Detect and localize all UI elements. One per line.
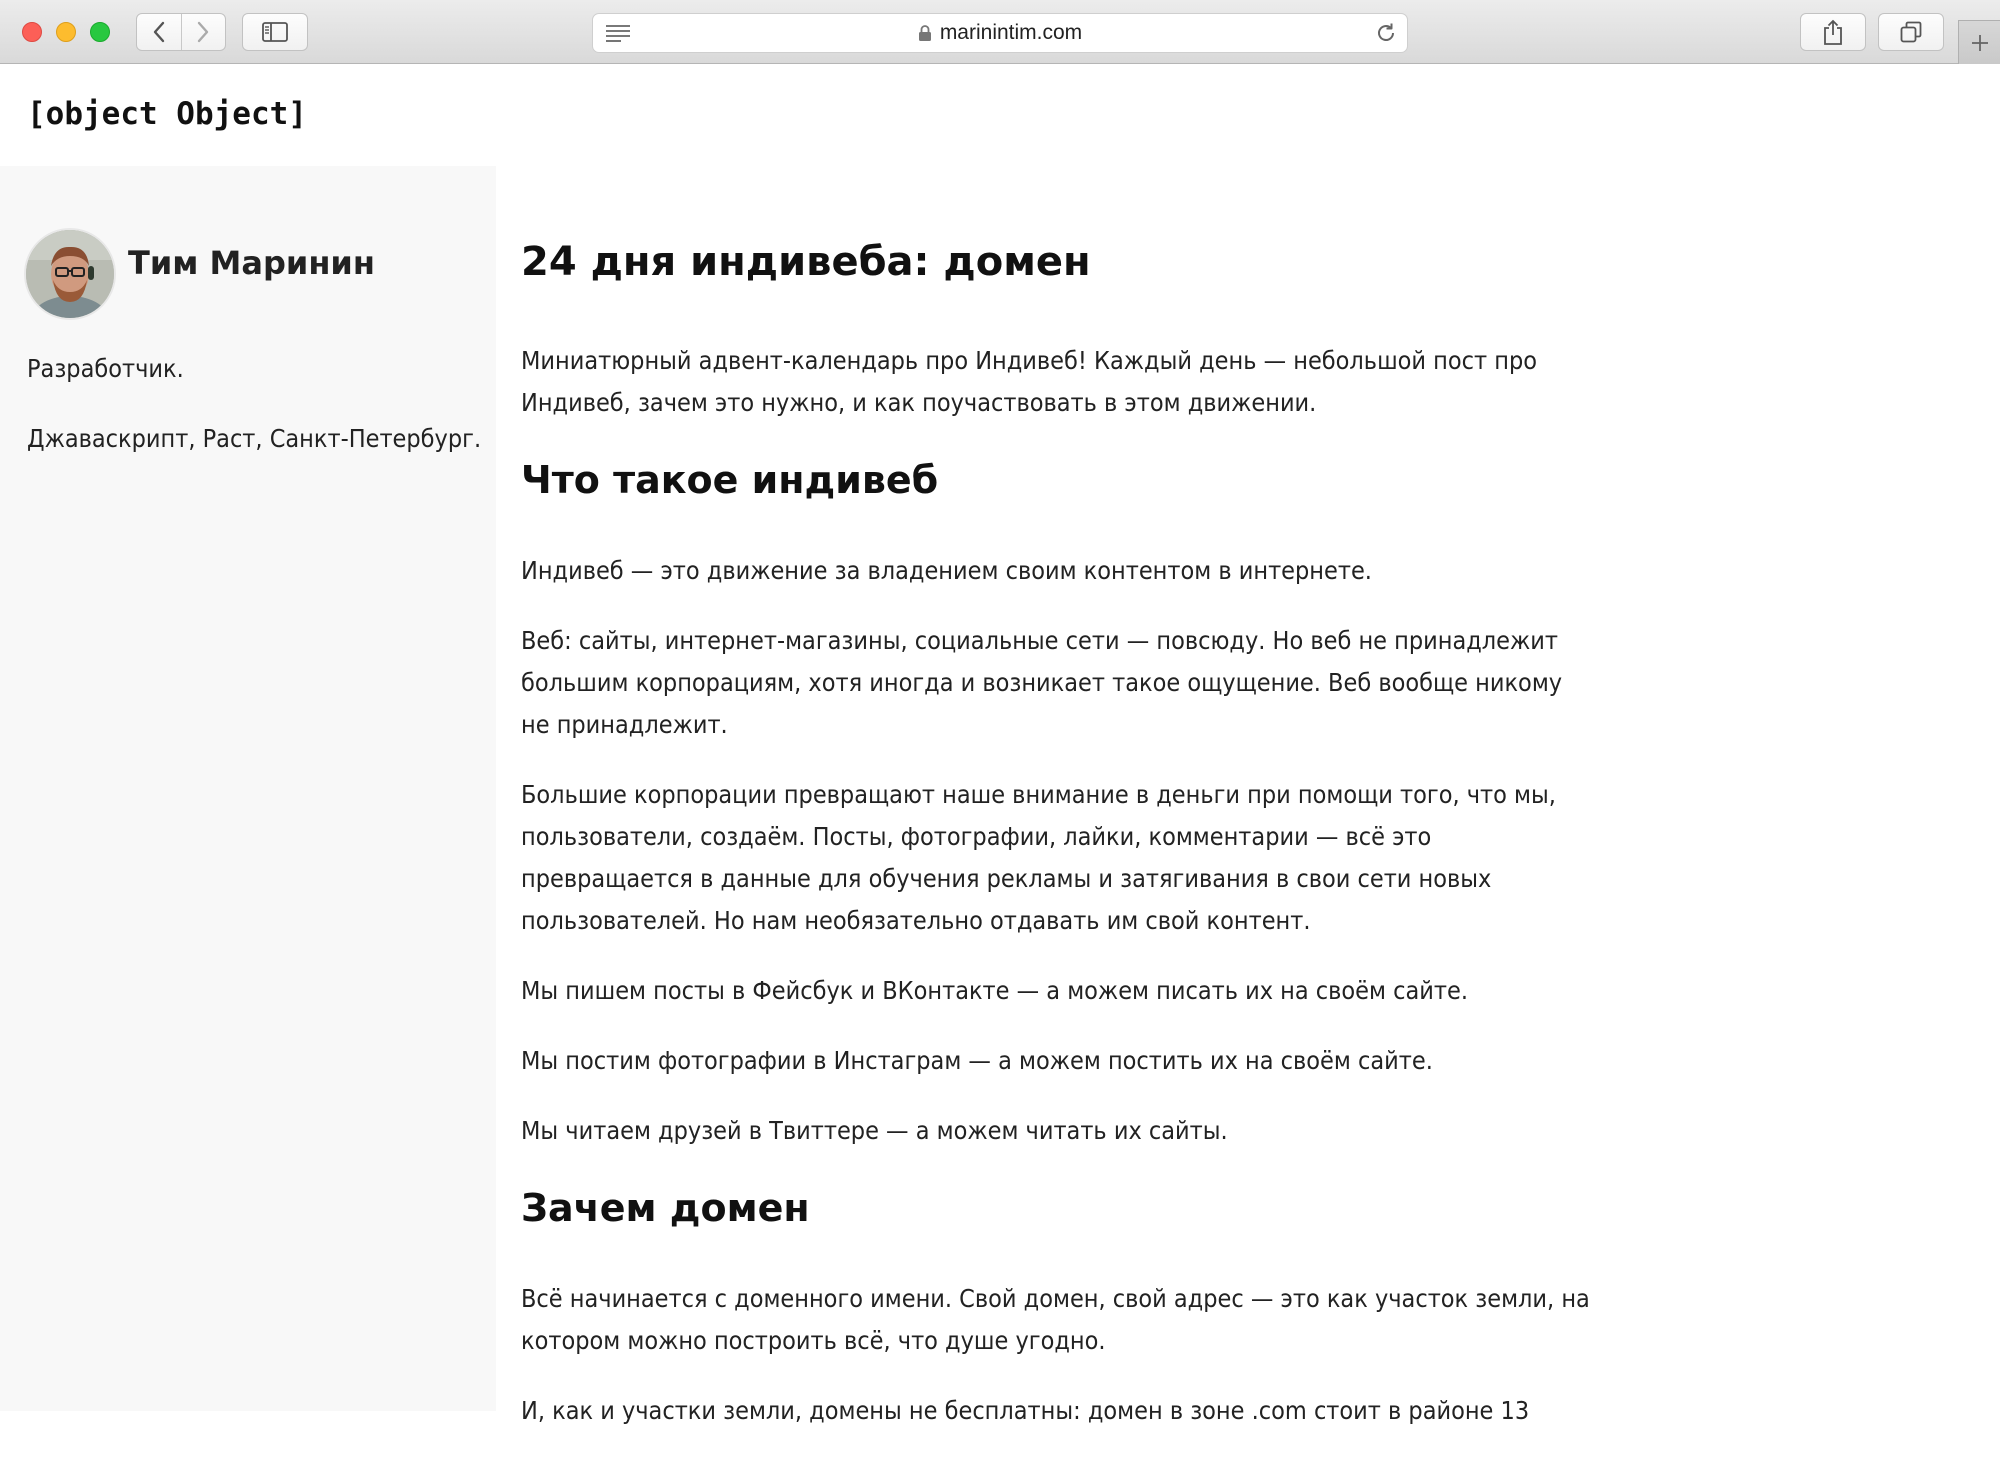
tabs-overview-icon (1900, 21, 1922, 43)
author-sidebar (0, 166, 496, 1411)
section-heading-why-domain: Зачем домен (521, 1186, 810, 1230)
browser-toolbar (0, 0, 2000, 64)
article-title: 24 дня индивеба: домен (521, 239, 1091, 285)
reload-icon[interactable] (1375, 22, 1397, 44)
article-intro: Миниатюрный адвент-календарь про Индивеб! Каждый день — небольшой пост про Индивеб, зачем это нужно, и как поучаствовать в этом движении. (521, 346, 1537, 417)
minimize-window-button[interactable] (56, 22, 76, 42)
paragraph: Большие корпорации превращают наше внимание в деньги при помощи того, что мы, пользователи, создаём. Посты, фотографии, лайки, комментарии — всё это превращается в данные для обучения рекламы и затягивания в свои сети новых пользователей. Но нам необязательно отдавать им свой контент. (521, 780, 1556, 935)
address-bar[interactable] (592, 13, 1408, 53)
paragraph: Мы постим фотографии в Инстаграм — а можем постить их на своём сайте. (521, 1046, 1433, 1075)
avatar-photo (26, 230, 114, 318)
author-name[interactable]: Тим Маринин (128, 244, 375, 282)
url-text: marinintim.com (939, 21, 1083, 44)
show-all-tabs-button[interactable] (1878, 13, 1944, 51)
paragraph: Веб: сайты, интернет-магазины, социальные сети — повсюду. Но веб не принадлежит большим корпорациям, хотя иногда и возникает такое ощущение. Веб вообще никому не принадлежит. (521, 626, 1563, 739)
paragraph: Всё начинается с доменного имени. Свой домен, свой адрес — это как участок земли, на котором можно построить всё, что душе угодно. (521, 1284, 1590, 1355)
forward-button[interactable] (181, 14, 226, 50)
section-heading-what-is-indieweb: Что такое индивеб (521, 458, 939, 502)
show-sidebar-button[interactable] (242, 13, 308, 51)
chevron-left-icon (152, 21, 166, 43)
author-avatar (26, 230, 114, 318)
share-button[interactable] (1800, 13, 1866, 51)
lock-icon (918, 24, 932, 42)
article (521, 234, 1591, 1460)
paragraph: Мы читаем друзей в Твиттере — а можем читать их сайты. (521, 1116, 1228, 1145)
share-icon (1822, 19, 1844, 45)
plus-icon (1970, 33, 1990, 53)
new-tab-button[interactable] (1958, 20, 2000, 64)
site-logo[interactable]: [object Object] (27, 96, 307, 132)
sidebar-icon (262, 22, 288, 42)
url-display (593, 14, 1407, 52)
navigation-buttons (136, 13, 226, 51)
back-button[interactable] (137, 14, 181, 50)
paragraph: И, как и участки земли, домены не бесплатны: домен в зоне .com стоит в районе 13 (521, 1396, 1530, 1425)
close-window-button[interactable] (22, 22, 42, 42)
paragraph: Мы пишем посты в Фейсбук и ВКонтакте — а можем писать их на своём сайте. (521, 976, 1468, 1005)
zoom-window-button[interactable] (90, 22, 110, 42)
paragraph: Индивеб — это движение за владением своим контентом в интернете. (521, 556, 1372, 585)
author-bio-role: Разработчик. (27, 354, 184, 383)
chevron-right-icon (196, 21, 210, 43)
author-bio-details: Джаваскрипт, Раст, Санкт-Петербург. (27, 424, 482, 453)
